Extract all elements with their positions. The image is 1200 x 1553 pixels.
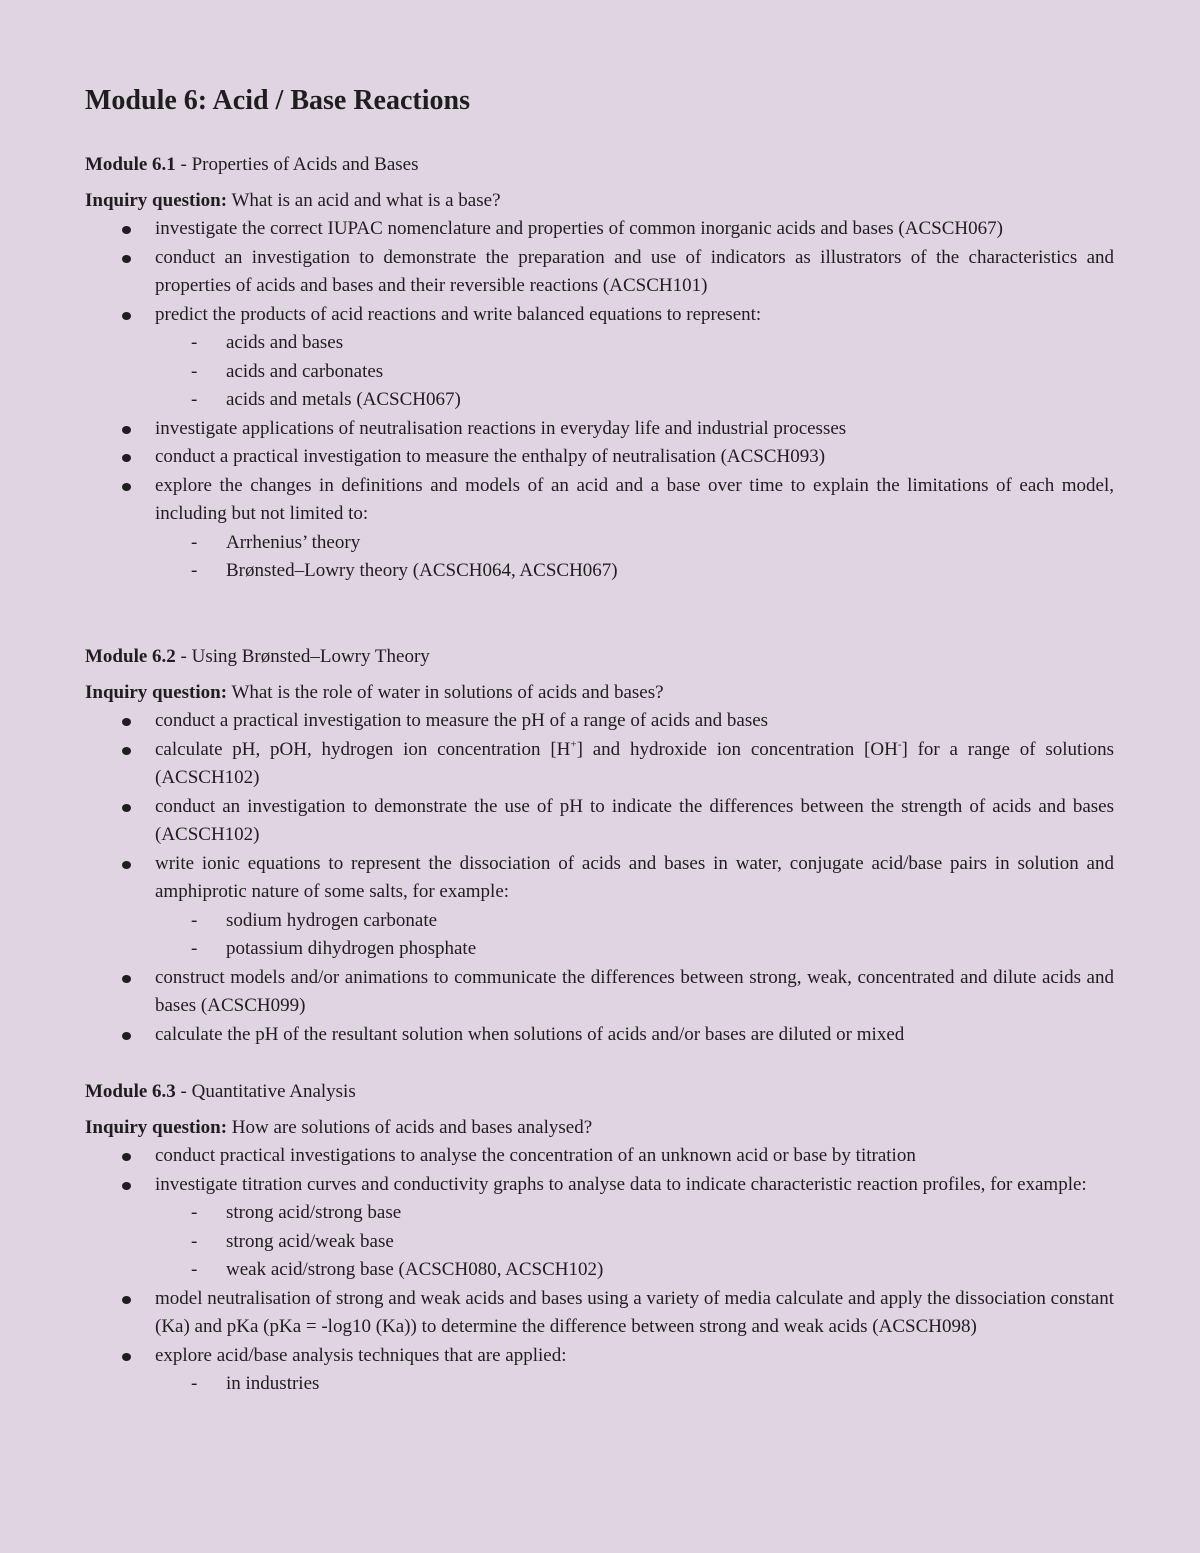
section-subtitle: - Using Brønsted–Lowry Theory	[175, 646, 430, 667]
dash-icon: -	[191, 909, 198, 931]
list-item-text: explore the changes in definitions and models of an acid and a base over time to explain the limitations of each model, including but not limited to:	[155, 474, 1114, 524]
list-item-text: investigate titration curves and conductivity graphs to analyse data to indicate characteristic reaction profiles, for example:	[155, 1173, 1087, 1195]
list-item-text: calculate the pH of the resultant solution when solutions of acids and/or bases are diluted or mixed	[155, 1023, 905, 1045]
bullet-icon	[122, 861, 131, 869]
sub-list-item	[0, 529, 1114, 558]
bullet-icon	[122, 1032, 131, 1040]
section-6-3-title	[85, 1079, 356, 1105]
dash-icon: -	[191, 360, 198, 382]
list-item	[0, 964, 1114, 1021]
section-6-2-list	[0, 707, 1114, 1049]
list-item-text: investigate applications of neutralisation reactions in everyday life and industrial processes	[155, 417, 847, 439]
list-item	[0, 707, 1114, 736]
sub-list-item	[0, 358, 1114, 387]
sub-item-text: acids and metals (ACSCH067)	[226, 389, 461, 410]
bullet-icon	[122, 975, 131, 983]
sub-list-item	[0, 1228, 1114, 1257]
section-subtitle: - Quantitative Analysis	[175, 1081, 356, 1102]
section-6-3-list	[0, 1142, 1114, 1399]
bullet-icon	[122, 1182, 131, 1190]
item-text-part: calculate pH, pOH, hydrogen ion concentration [H	[155, 738, 571, 760]
bullet-icon	[122, 747, 131, 755]
list-item	[0, 472, 1114, 529]
list-item-text: construct models and/or animations to communicate the differences between strong, weak, concentrated and dilute acids and bases (ACSCH099)	[155, 966, 1114, 1016]
list-item-text: conduct practical investigations to analyse the concentration of an unknown acid or base by titration	[155, 1145, 916, 1166]
bullet-icon	[122, 226, 131, 234]
sub-list-item	[0, 1256, 1114, 1285]
superscript: +	[570, 738, 577, 751]
section-heading: Module 6.1	[85, 154, 176, 175]
list-item	[0, 301, 1114, 330]
section-6-2-title	[85, 644, 430, 670]
list-item	[0, 1021, 1114, 1050]
sub-list-item	[0, 1370, 1114, 1399]
list-item	[0, 1142, 1114, 1171]
inquiry-question: What is the role of water in solutions of acids and bases?	[227, 682, 664, 703]
bullet-icon	[122, 312, 131, 320]
list-item-text: conduct an investigation to demonstrate the use of pH to indicate the differences between the strength of acids and bases (ACSCH102)	[155, 795, 1114, 845]
dash-icon: -	[191, 1202, 198, 1223]
sub-item-text: strong acid/strong base	[226, 1202, 402, 1223]
list-item	[0, 736, 1114, 793]
page-title: Module 6: Acid / Base Reactions	[85, 85, 470, 116]
dash-icon: -	[191, 1259, 198, 1280]
list-item-text: conduct a practical investigation to measure the enthalpy of neutralisation (ACSCH093)	[155, 446, 826, 467]
list-item	[0, 1285, 1114, 1342]
sub-item-text: in industries	[226, 1373, 320, 1394]
inquiry-label: Inquiry question:	[85, 190, 228, 211]
bullet-icon	[122, 255, 131, 263]
list-item-text: write ionic equations to represent the dissociation of acids and bases in water, conjugate acid/base pairs in solution and amphiprotic nature of some salts, for example:	[155, 852, 1114, 902]
bullet-icon	[122, 454, 131, 462]
dash-icon: -	[191, 389, 198, 410]
bullet-icon	[122, 426, 131, 434]
inquiry-question: What is an acid and what is a base?	[227, 190, 501, 211]
section-6-2-inquiry	[85, 680, 664, 706]
list-item-text: investigate the correct IUPAC nomenclature and properties of common inorganic acids and bases (ACSCH067)	[155, 218, 1003, 239]
list-item	[0, 1171, 1114, 1200]
item-text-part: ] and hydroxide ion concentration [OH	[576, 738, 898, 760]
dash-icon: -	[191, 938, 198, 959]
bullet-icon	[122, 1153, 131, 1161]
bullet-icon	[122, 718, 131, 726]
dash-icon: -	[191, 1373, 198, 1394]
sub-list-item	[0, 329, 1114, 358]
section-6-1-inquiry	[85, 188, 501, 214]
sub-item-text: acids and bases	[226, 332, 344, 353]
sub-item-text: Brønsted–Lowry theory (ACSCH064, ACSCH067)	[226, 560, 618, 581]
list-item-text: conduct an investigation to demonstrate the preparation and use of indicators as illustrators of the characteristics and properties of acids and bases and their reversible reactions (ACSCH101)	[155, 246, 1114, 296]
inquiry-label: Inquiry question:	[85, 682, 228, 703]
list-item-text	[155, 736, 1114, 793]
list-item-text: predict the products of acid reactions and write balanced equations to represent:	[155, 303, 762, 325]
dash-icon: -	[191, 531, 198, 553]
sub-list-item	[0, 557, 1114, 586]
sub-list-item	[0, 907, 1114, 936]
list-item	[0, 443, 1114, 472]
list-item-text: model neutralisation of strong and weak acids and bases using a variety of media calculate and apply the dissociation constant (Ka) and pKa (pKa = -log10 (Ka)) to determine the difference between strong and weak acids (ACSCH098)	[155, 1287, 1114, 1337]
section-6-3-inquiry	[85, 1115, 592, 1141]
list-item-text: explore acid/base analysis techniques that are applied:	[155, 1344, 567, 1366]
sub-list-item	[0, 935, 1114, 964]
list-item-text: conduct a practical investigation to measure the pH of a range of acids and bases	[155, 710, 769, 731]
sub-item-text: Arrhenius’ theory	[226, 531, 361, 553]
sub-item-text: acids and carbonates	[226, 360, 384, 382]
section-subtitle: - Properties of Acids and Bases	[175, 154, 419, 175]
item-text-part: ] for a range of solutions (ACSCH102)	[155, 738, 1114, 788]
list-item	[0, 244, 1114, 301]
sub-list-item	[0, 386, 1114, 415]
section-heading: Module 6.2	[85, 646, 176, 667]
bullet-icon	[122, 483, 131, 491]
inquiry-label: Inquiry question:	[85, 1117, 228, 1138]
list-item	[0, 850, 1114, 907]
superscript: -	[897, 738, 902, 751]
sub-list-item	[0, 1199, 1114, 1228]
list-item	[0, 793, 1114, 850]
bullet-icon	[122, 1353, 131, 1361]
section-6-1-title	[85, 152, 419, 178]
inquiry-question: How are solutions of acids and bases analysed?	[227, 1117, 593, 1138]
sub-item-text: weak acid/strong base (ACSCH080, ACSCH102)	[226, 1259, 604, 1280]
sub-item-text: potassium dihydrogen phosphate	[226, 938, 477, 959]
list-item	[0, 415, 1114, 444]
dash-icon: -	[191, 560, 198, 581]
dash-icon: -	[191, 332, 198, 353]
list-item	[0, 1342, 1114, 1371]
section-heading: Module 6.3	[85, 1081, 176, 1102]
bullet-icon	[122, 804, 131, 812]
list-item	[0, 215, 1114, 244]
sub-item-text: strong acid/weak base	[226, 1230, 394, 1252]
section-6-1-list	[0, 215, 1114, 586]
dash-icon: -	[191, 1230, 198, 1252]
sub-item-text: sodium hydrogen carbonate	[226, 909, 438, 931]
bullet-icon	[122, 1296, 131, 1304]
